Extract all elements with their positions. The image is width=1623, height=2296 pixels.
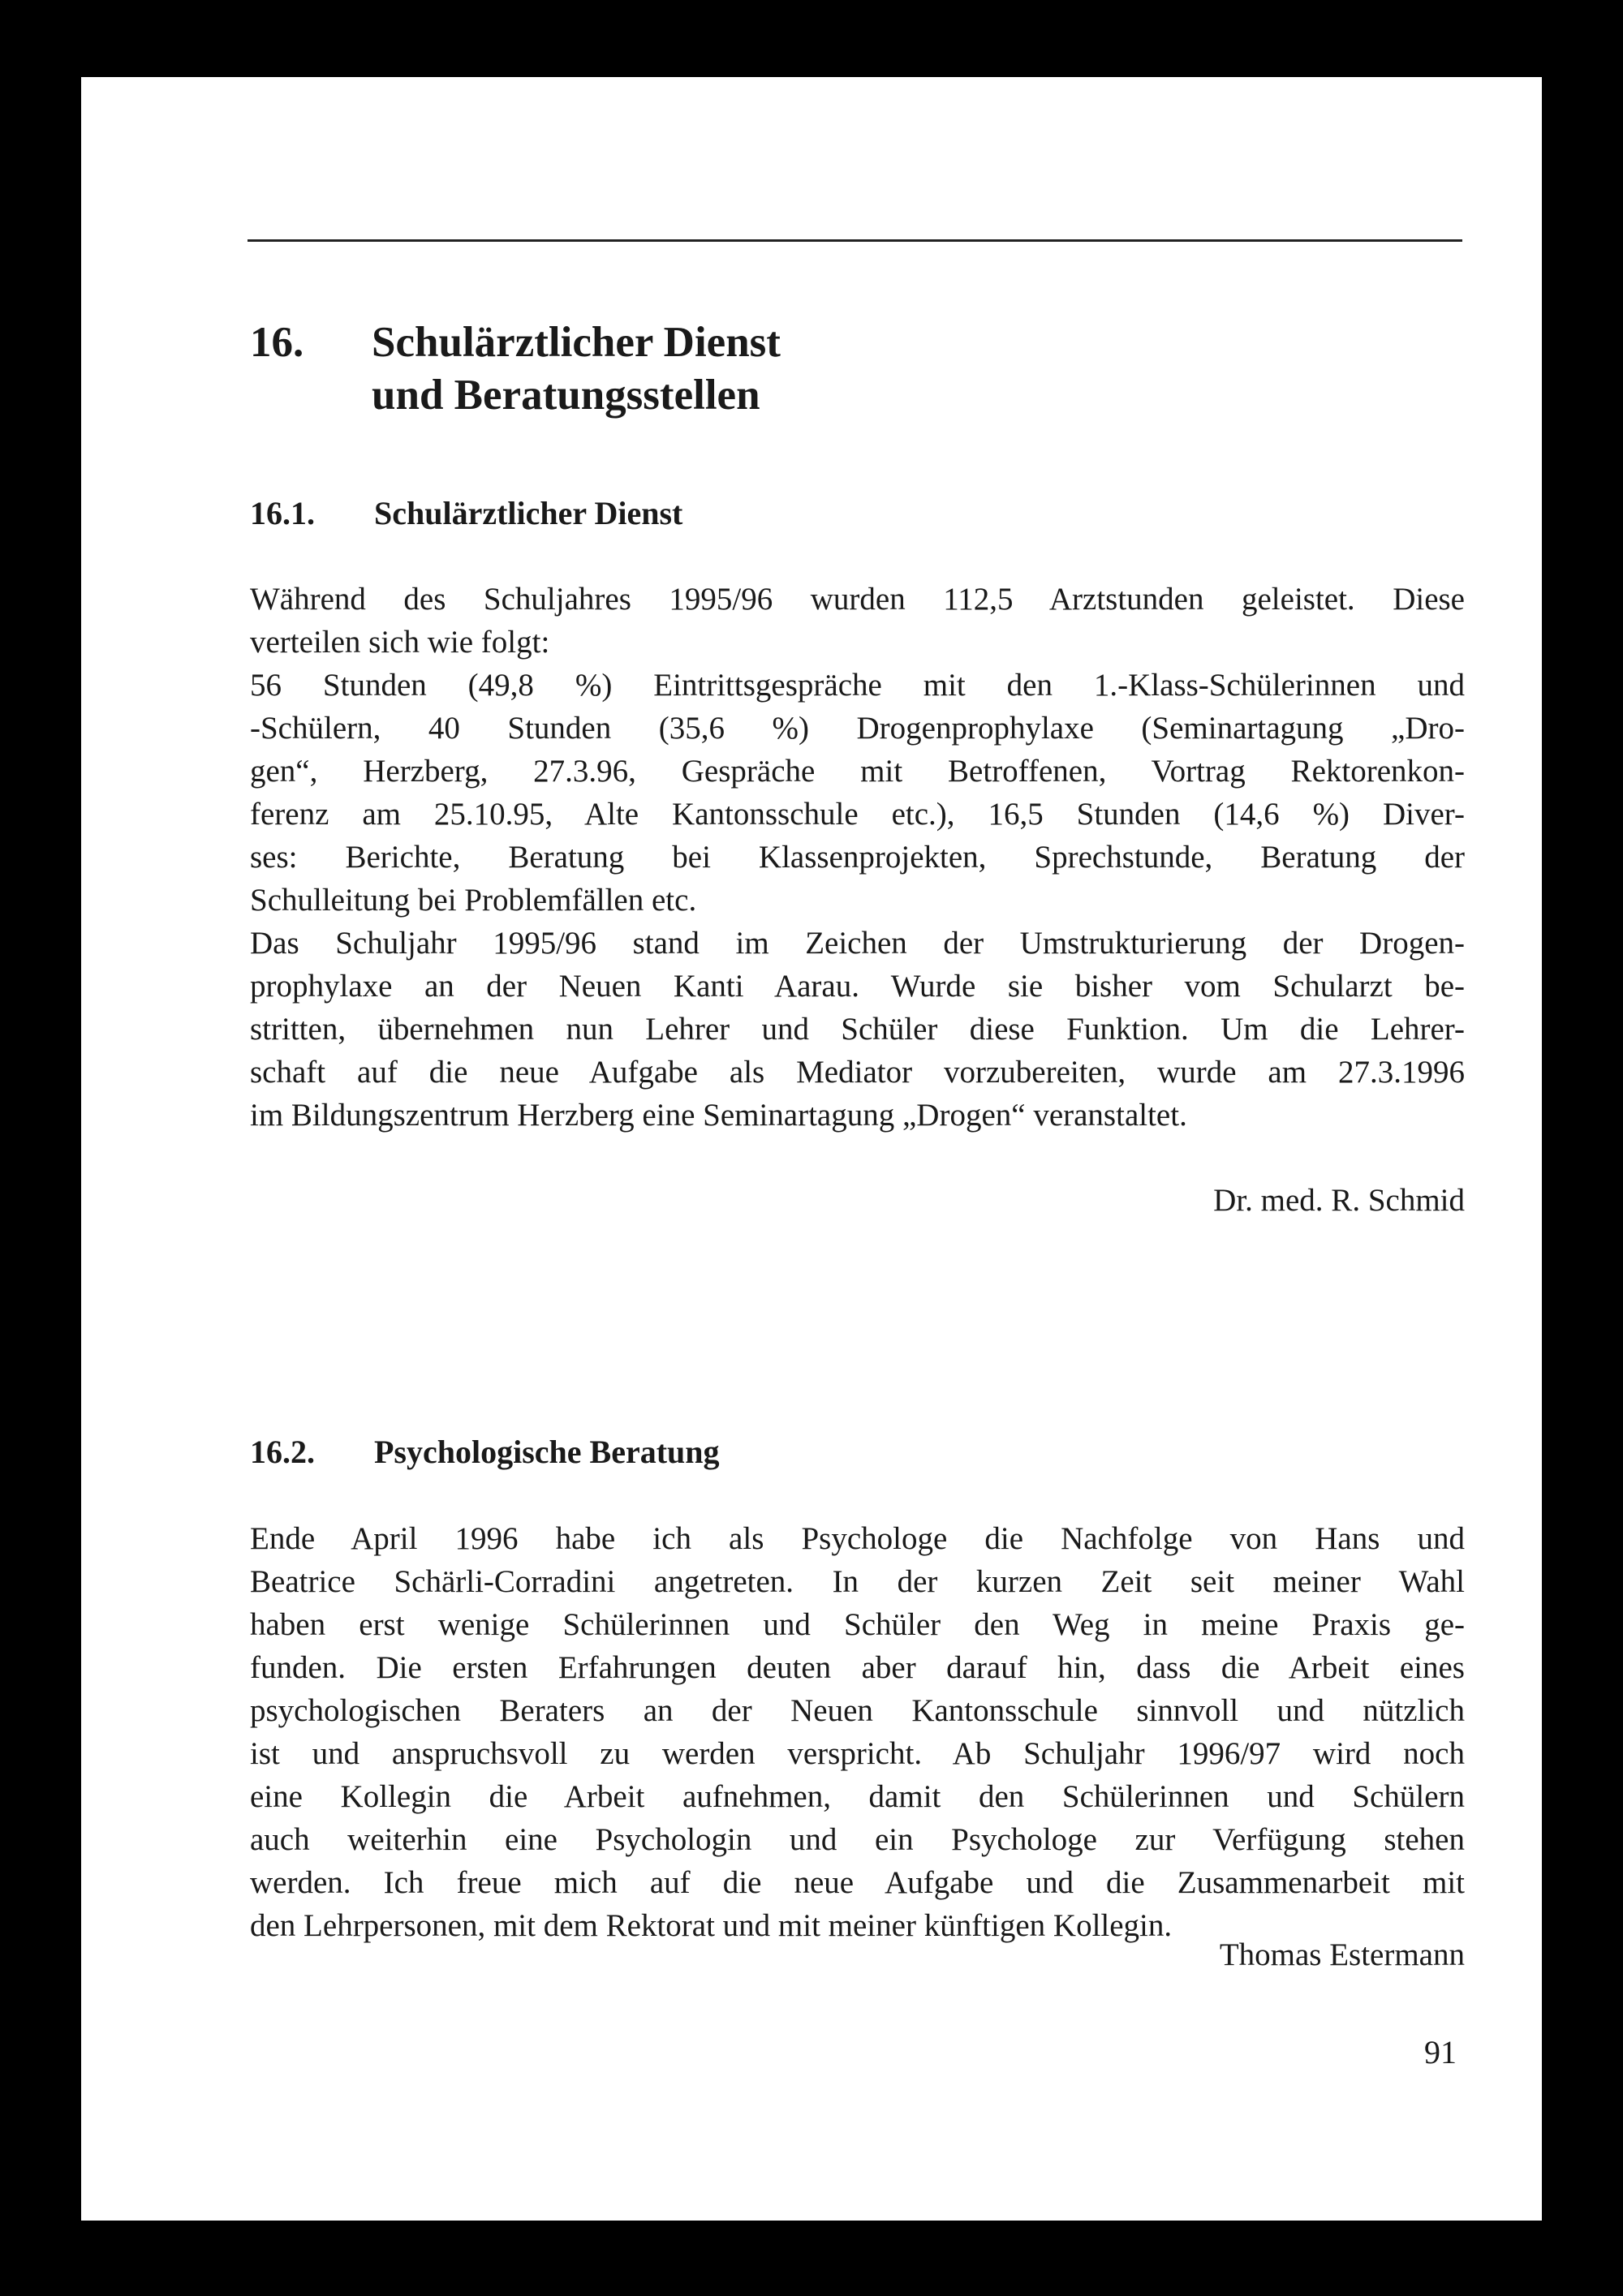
text-line: Während des Schuljahres 1995/96 wurden 112,5 Arztstunden geleistet. Diese [250,582,1465,617]
text-line: im Bildungszentrum Herzberg eine Seminartagung „Drogen“ veranstaltet. [250,1098,1187,1133]
section-title: Psychologische Beratung [374,1434,720,1470]
text-line: 56 Stunden (49,8 %) Eintrittsgespräche mit den 1.-Klass-Schülerinnen und [250,668,1465,703]
text-line: ferenz am 25.10.95, Alte Kantonsschule etc.), 16,5 Stunden (14,6 %) Diver- [250,797,1465,832]
text-line: -Schülern, 40 Stunden (35,6 %) Drogenprophylaxe (Seminartagung „Dro- [250,711,1465,746]
text-line: ist und anspruchsvoll zu werden verspricht. Ab Schuljahr 1996/97 wird noch [250,1736,1465,1771]
text-line: Schulleitung bei Problemfällen etc. [250,883,697,918]
text-line: eine Kollegin die Arbeit aufnehmen, damit den Schülerinnen und Schülern [250,1779,1465,1814]
page-number: 91 [1424,2034,1457,2070]
signature-16-2: Thomas Estermann [1219,1937,1465,1972]
text-line: den Lehrpersonen, mit dem Rektorat und mit meiner künftigen Kollegin. [250,1908,1173,1943]
text-line: ses: Berichte, Beratung bei Klassenprojekten, Sprechstunde, Beratung der [250,840,1465,875]
text-line: stritten, übernehmen nun Lehrer und Schüler diese Funktion. Um die Lehrer- [250,1012,1465,1047]
text-line: funden. Die ersten Erfahrungen deuten aber darauf hin, dass die Arbeit eines [250,1650,1465,1685]
text-line: werden. Ich freue mich auf die neue Aufgabe und die Zusammenarbeit mit [250,1865,1465,1900]
chapter-title [372,316,781,422]
chapter-title-line-1: Schulärztlicher Dienst [372,319,781,366]
text-line: prophylaxe an der Neuen Kanti Aarau. Wurde sie bisher vom Schularzt be- [250,969,1465,1004]
text-line: gen“, Herzberg, 27.3.96, Gespräche mit Betroffenen, Vortrag Rektorenkon- [250,754,1465,789]
text-line: Das Schuljahr 1995/96 stand im Zeichen der Umstrukturierung der Drogen- [250,926,1465,961]
text-line: auch weiterhin eine Psychologin und ein Psychologe zur Verfügung stehen [250,1822,1465,1857]
text-line: verteilen sich wie folgt: [250,625,550,660]
text-line: Beatrice Schärli-Corradini angetreten. In der kurzen Zeit seit meiner Wahl [250,1564,1465,1599]
signature-16-1: Dr. med. R. Schmid [1213,1183,1465,1218]
chapter-number: 16. [250,319,304,366]
section-body-16-1 [250,578,1465,1137]
chapter-title-line-2: und Beratungsstellen [372,372,760,419]
text-line: schaft auf die neue Aufgabe als Mediator vorzubereiten, wurde am 27.3.1996 [250,1055,1465,1090]
section-title: Schulärztlicher Dienst [374,495,683,531]
section-number: 16.2. [250,1434,315,1470]
section-number: 16.1. [250,495,315,531]
text-line: haben erst wenige Schülerinnen und Schüler den Weg in meine Praxis ge- [250,1607,1465,1642]
text-line: Ende April 1996 habe ich als Psychologe die Nachfolge von Hans und [250,1521,1465,1556]
text-line: psychologischen Beraters an der Neuen Kantonsschule sinnvoll und nützlich [250,1693,1465,1728]
header-rule [248,239,1462,242]
document-page [81,77,1542,2221]
section-body-16-2 [250,1517,1465,1947]
